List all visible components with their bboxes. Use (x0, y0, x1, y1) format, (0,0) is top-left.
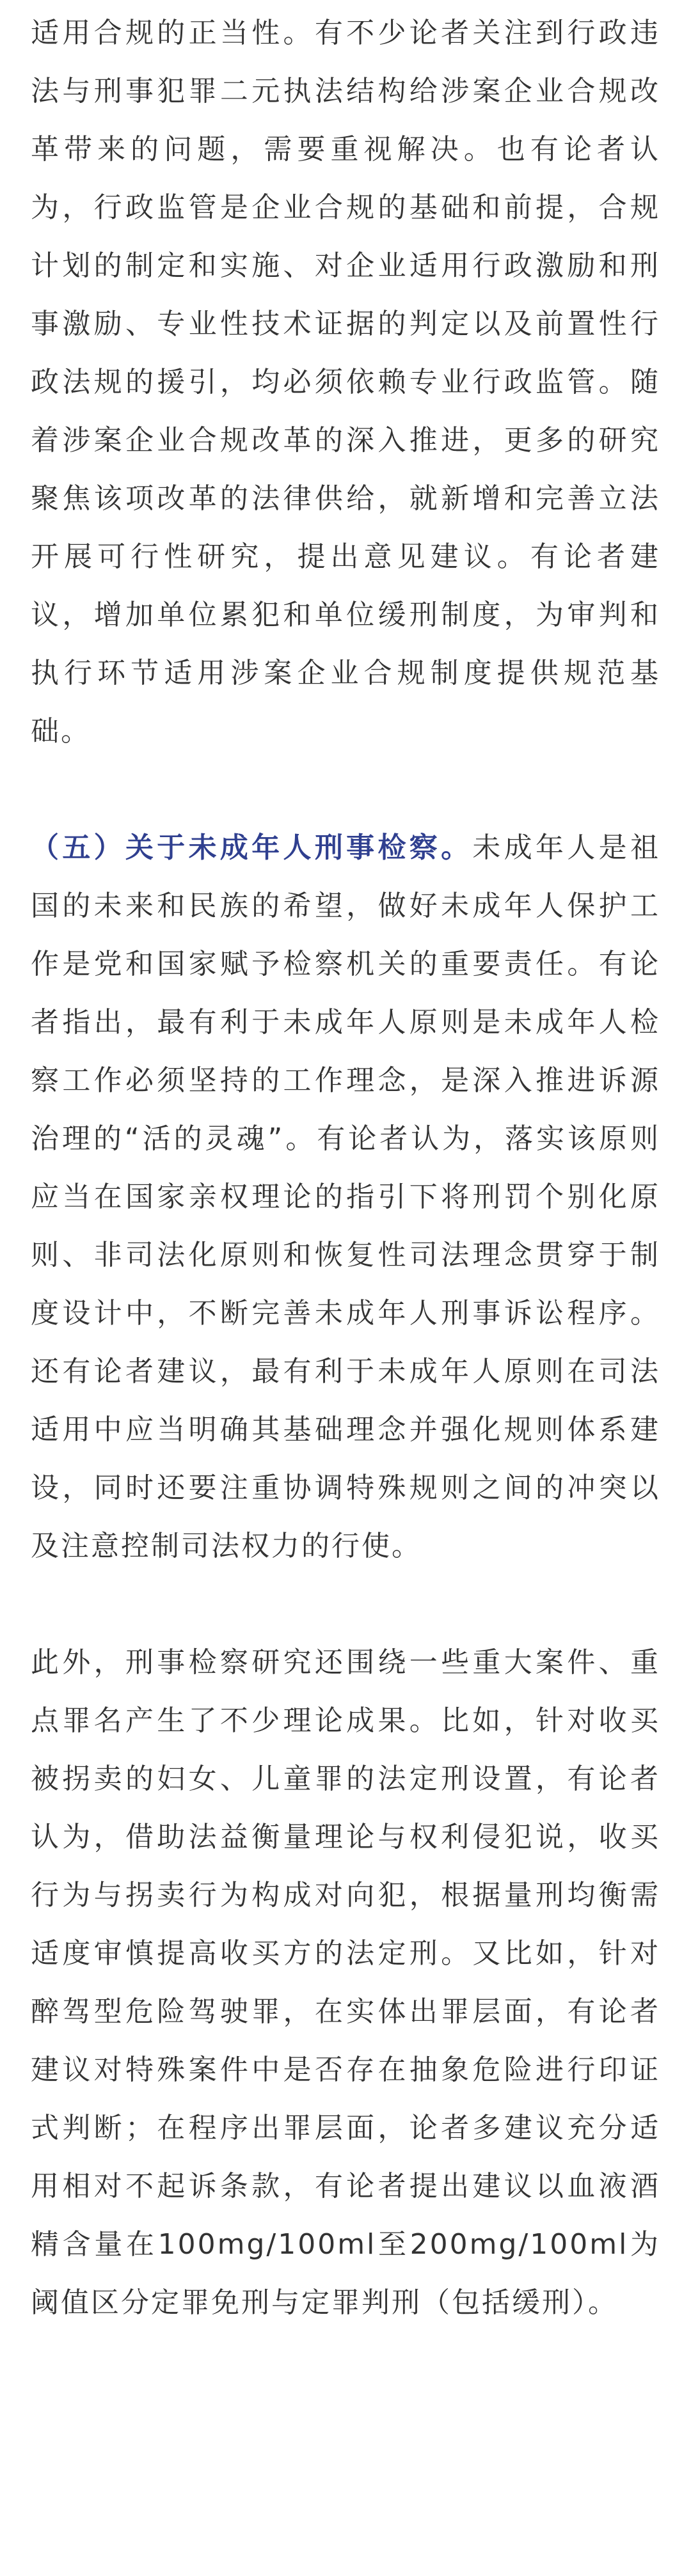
paragraph-text: 此外，刑事检察研究还围绕一些重大案件、重点罪名产生了不少理论成果。比如，针对收买被拐卖的妇女、儿童罪的法定刑设置，有论者认为，借助法益衡量理论与权利侵犯说，收买行为与拐卖行为构成对向犯，根据量刑均衡需适度审慎提高收买方的法定刑。又比如，针对醉驾型危险驾驶罪，在实体出罪层面，有论者建议对特殊案件中是否存在抽象危险进行印证式判断；在程序出罪层面，论者多建议充分适用相对不起诉条款，有论者提出建议以血液酒精含量在100mg/100ml至200mg/100ml为阈值区分定罪免刑与定罪判刑（包括缓刑）。 (31, 1646, 660, 2319)
paragraph-text: 适用合规的正当性。有不少论者关注到行政违法与刑事犯罪二元执法结构给涉案企业合规改革带来的问题，需要重视解决。也有论者认为，行政监管是企业合规的基础和前提，合规计划的制定和实施、对企业适用行政激励和刑事激励、专业性技术证据的判定以及前置性行政法规的援引，均必须依赖专业行政监管。随着涉案企业合规改革的深入推进，更多的研究聚焦该项改革的法律供给，就新增和完善立法开展可行性研究，提出意见建议。有论者建议，增加单位累犯和单位缓刑制度，为审判和执行环节适用涉案企业合规制度提供规范基础。 (31, 17, 660, 748)
paragraph-gap (31, 1575, 660, 1633)
paragraph-text: 未成年人是祖国的未来和民族的希望，做好未成年人保护工作是党和国家赋予检察机关的重要责任。有论者指出，最有利于未成年人原则是未成年人检察工作必须坚持的工作理念，是深入推进诉源治理的“活的灵魂”。有论者认为，落实该原则应当在国家亲权理论的指引下将刑罚个别化原则、非司法化原则和恢复性司法理念贯穿于制度设计中，不断完善未成年人刑事诉讼程序。还有论者建议，最有利于未成年人原则在司法适用中应当明确其基础理念并强化规则体系建设，同时还要注重协调特殊规则之间的冲突以及注意控制司法权力的行使。 (31, 831, 661, 1562)
paragraph-compliance (31, 4, 660, 760)
section-heading-juvenile: （五）关于未成年人刑事检察。 (31, 831, 473, 864)
paragraph-gap (31, 760, 660, 819)
paragraph-other-research (31, 1633, 660, 2332)
paragraph-juvenile (31, 819, 660, 1575)
